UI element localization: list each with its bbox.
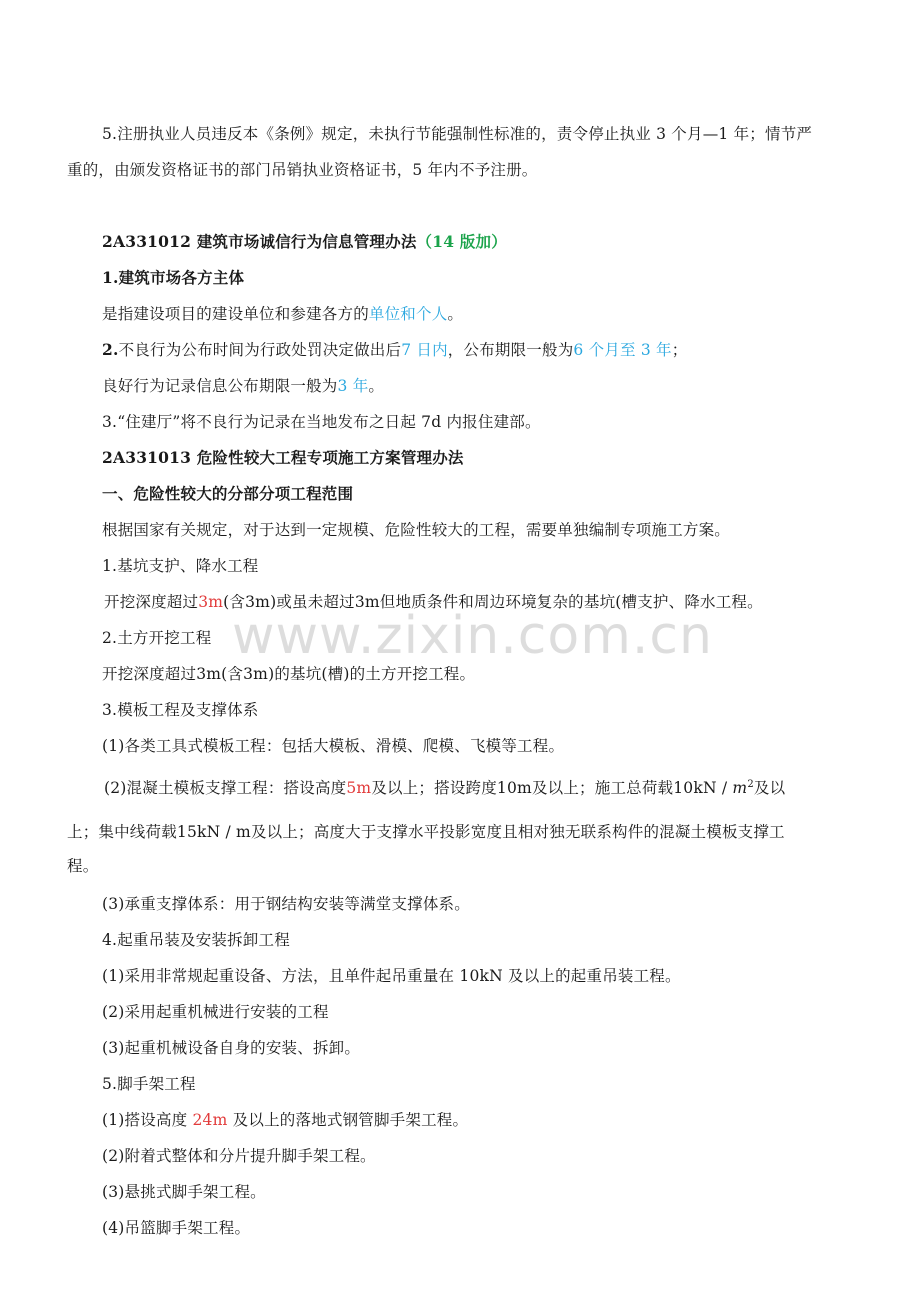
watermark: www.zixin.com.cn: [232, 606, 713, 666]
item-number: 2.: [102, 340, 119, 359]
list-item: (2)附着式整体和分片提升脚手架工程。: [102, 1147, 376, 1165]
list-title: 1.基坑支护、降水工程: [102, 557, 259, 575]
paragraph-line: [102, 376, 384, 396]
paragraph-line: 根据国家有关规定，对于达到一定规模、危险性较大的工程，需要单独编制专项施工方案。: [102, 521, 731, 539]
text: 开挖深度超过: [104, 593, 199, 611]
list-title: 5.脚手架工程: [102, 1075, 196, 1093]
paragraph-line: 5.注册执业人员违反本《条例》规定，未执行节能强制性标准的，责令停止执业 3 个月—1 年；情节严: [102, 125, 813, 143]
paragraph-line: [102, 340, 687, 360]
text: 良好行为记录信息公布期限一般为: [102, 377, 338, 395]
unit-superscript: 2: [747, 778, 754, 790]
list-item: [102, 1110, 468, 1130]
highlight-text: 6 个月至 3 年: [573, 341, 672, 359]
text: 是指建设项目的建设单位和参建各方的: [102, 305, 369, 323]
text: 不良行为公布时间为行政处罚决定做出后: [118, 341, 402, 359]
text: (1)搭设高度: [102, 1111, 188, 1129]
paragraph-line: 上；集中线荷载15kN / m及以上；高度大于支撑水平投影宽度且相对独无联系构件的混凝土模板支撑工: [67, 823, 785, 841]
section-heading-text: 2A331012 建筑市场诚信行为信息管理办法: [102, 232, 417, 251]
list-item: (4)吊篮脚手架工程。: [102, 1219, 251, 1237]
highlight-text: 3m: [198, 593, 224, 611]
list-item: (3)悬挑式脚手架工程。: [102, 1183, 266, 1201]
text: (含3m)或虽未超过3m但地质条件和周边环境复杂的基坑(槽支护、降水工程。: [223, 593, 763, 611]
section-heading: [102, 232, 507, 252]
list-item: [104, 778, 785, 798]
text: 。: [447, 305, 464, 323]
paragraph-line: [102, 304, 463, 324]
text: ；: [671, 341, 688, 359]
paragraph-line: 重的，由颁发资格证书的部门吊销执业资格证书，5 年内不予注册。: [67, 161, 538, 179]
list-item: (3)起重机械设备自身的安装、拆卸。: [102, 1039, 361, 1057]
list-item: (3)承重支撑体系：用于钢结构安装等满堂支撑体系。: [102, 895, 470, 913]
paragraph-line: 程。: [67, 857, 99, 875]
subheading: 1.建筑市场各方主体: [102, 268, 245, 287]
highlight-text: 24m: [192, 1111, 228, 1129]
subheading: 一、危险性较大的分部分项工程范围: [102, 484, 354, 503]
text: ，公布期限一般为: [447, 341, 574, 359]
list-item: (2)采用起重机械进行安装的工程: [102, 1003, 329, 1021]
unit-m: m: [732, 779, 748, 797]
text: (2)混凝土模板支撑工程：搭设高度: [104, 779, 347, 797]
paragraph-line: 开挖深度超过3m(含3m)的基坑(槽)的土方开挖工程。: [102, 665, 476, 683]
text: 及以上；搭设跨度10m及以上；施工总荷载10kN /: [371, 779, 728, 797]
list-item: (1)采用非常规起重设备、方法，且单件起吊重量在 10kN 及以上的起重吊装工程。: [102, 967, 681, 985]
list-title: 2.土方开挖工程: [102, 629, 212, 647]
section-heading: 2A331013 危险性较大工程专项施工方案管理办法: [102, 448, 464, 467]
list-title: 3.模板工程及支撑体系: [102, 701, 259, 719]
list-title: 4.起重吊装及安装拆卸工程: [102, 931, 290, 949]
highlight-text: 5m: [346, 779, 372, 797]
highlight-text: 7 日内: [401, 341, 448, 359]
version-note: （14 版加）: [416, 232, 507, 251]
text: 。: [368, 377, 385, 395]
paragraph-line: [104, 592, 763, 612]
highlight-text: 单位和个人: [368, 305, 448, 323]
paragraph-line: 3.“住建厅”将不良行为记录在当地发布之日起 7d 内报住建部。: [102, 413, 541, 431]
list-item: (1)各类工具式模板工程：包括大模板、滑模、爬模、飞模等工程。: [102, 737, 565, 755]
text: 及以: [753, 779, 786, 797]
text: 及以上的落地式钢管脚手架工程。: [232, 1111, 469, 1129]
highlight-text: 3 年: [337, 377, 369, 395]
